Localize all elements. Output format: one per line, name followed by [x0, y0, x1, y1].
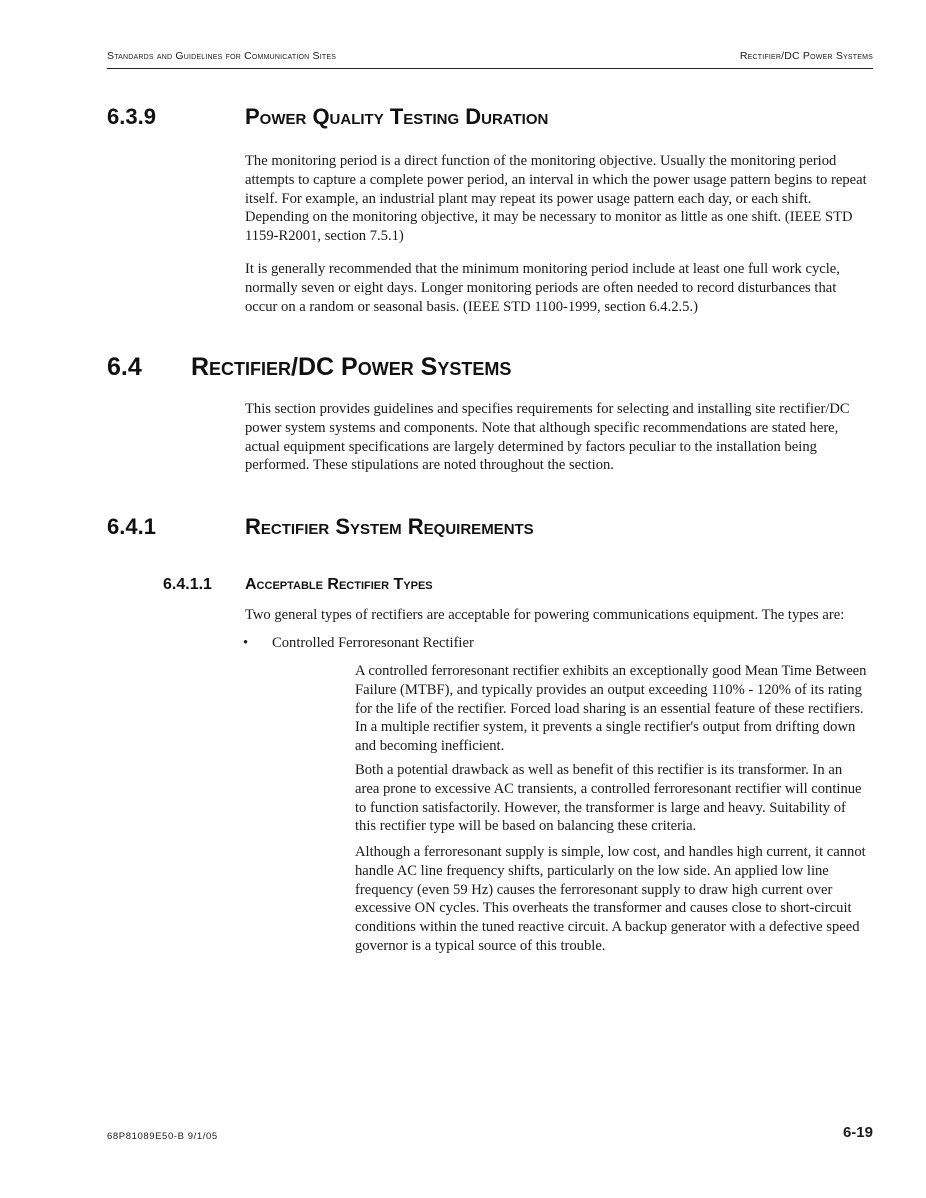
footer-page-number: 6-19 — [842, 1124, 873, 1141]
paragraph-ferroresonant-frequency: Although a ferroresonant supply is simple, low cost, and handles high current, it cannot handle AC line frequency shifts, particularly on the low side. An applied low line frequency (even 59 Hz) causes the ferroresonant supply to draw high current over excessive ON cycles. This overheats the transformer and causes close to short-circuit conditions within the tuned reactive circuit. A backup generator with a defective speed governor is a typical source of this trouble. — [355, 844, 866, 954]
paragraph-ferroresonant-transformer: Both a potential drawback as well as benefit of this rectifier is its transformer. In an area prone to excessive AC transients, a controlled ferroresonant rectifier will continue to function satisfactorily. However, the transformer is large and heavy. Suitability of this rectifier type will be based on balancing these criteria. — [355, 762, 862, 835]
section-number: 6.4.1.1 — [163, 576, 212, 593]
bullet-label: Controlled Ferroresonant Rectifier — [272, 635, 474, 651]
page-footer — [107, 1124, 873, 1148]
section-number: 6.4 — [107, 353, 142, 381]
section-title: Rectifier System Requirements — [245, 514, 534, 539]
section-number: 6.3.9 — [107, 104, 156, 129]
paragraph-monitoring-period: The monitoring period is a direct function of the monitoring objective. Usually the monitoring period attempts to capture a complete power period, an interval in which the power usage pattern begins to repeat itself. For example, an industrial plant may repeat its power usage pattern each day, or each shift. Depending on the monitoring objective, it may be necessary to monitor as little as one shift. (IEEE STD 1159-R2001, section 7.5.1) — [245, 153, 867, 245]
section-heading-6-4-1 — [107, 514, 873, 542]
bullet-marker: • — [243, 635, 249, 651]
section-title: Acceptable Rectifier Types — [245, 576, 433, 593]
paragraph-rectifier-types-intro: Two general types of rectifiers are acceptable for powering communications equipment. The types are: — [245, 607, 845, 623]
paragraph-minimum-monitoring: It is generally recommended that the minimum monitoring period include at least one full work cycle, normally seven or eight days. Longer monitoring periods are often needed to record disturbances that occur on a random or seasonal basis. (IEEE STD 1100-1999, section 6.4.2.5.) — [245, 261, 840, 315]
paragraph-ferroresonant-mtbf: A controlled ferroresonant rectifier exhibits an exceptionally good Mean Time Between Failure (MTBF), and typically provides an output exceeding 110% - 120% of its rating for the life of the rectifier. Forced load sharing is an essential feature of these rectifiers. In a multiple rectifier system, it prevents a single rectifier's output from drifting down and becoming inefficient. — [355, 663, 867, 755]
section-heading-6-4 — [107, 353, 873, 385]
section-title: Rectifier/DC Power Systems — [191, 353, 512, 381]
footer-document-id: 68P81089E50-B 9/1/05 — [107, 1131, 218, 1142]
paragraph-section-overview: This section provides guidelines and specifies requirements for selecting and installing site rectifier/DC power system systems and components. Note that although specific recommendations are stated here, actual equipment specifications are largely determined by factors peculiar to the installation being performed. These stipulations are noted throughout the section. — [245, 401, 850, 474]
section-number: 6.4.1 — [107, 514, 156, 539]
section-title: Power Quality Testing Duration — [245, 104, 549, 129]
section-heading-6-3-9 — [107, 104, 873, 132]
page-header — [107, 50, 873, 69]
header-chapter-title: Rectifier/DC Power Systems — [739, 50, 873, 62]
header-document-title: Standards and Guidelines for Communication Sites — [107, 50, 337, 62]
section-heading-6-4-1-1 — [163, 576, 863, 598]
